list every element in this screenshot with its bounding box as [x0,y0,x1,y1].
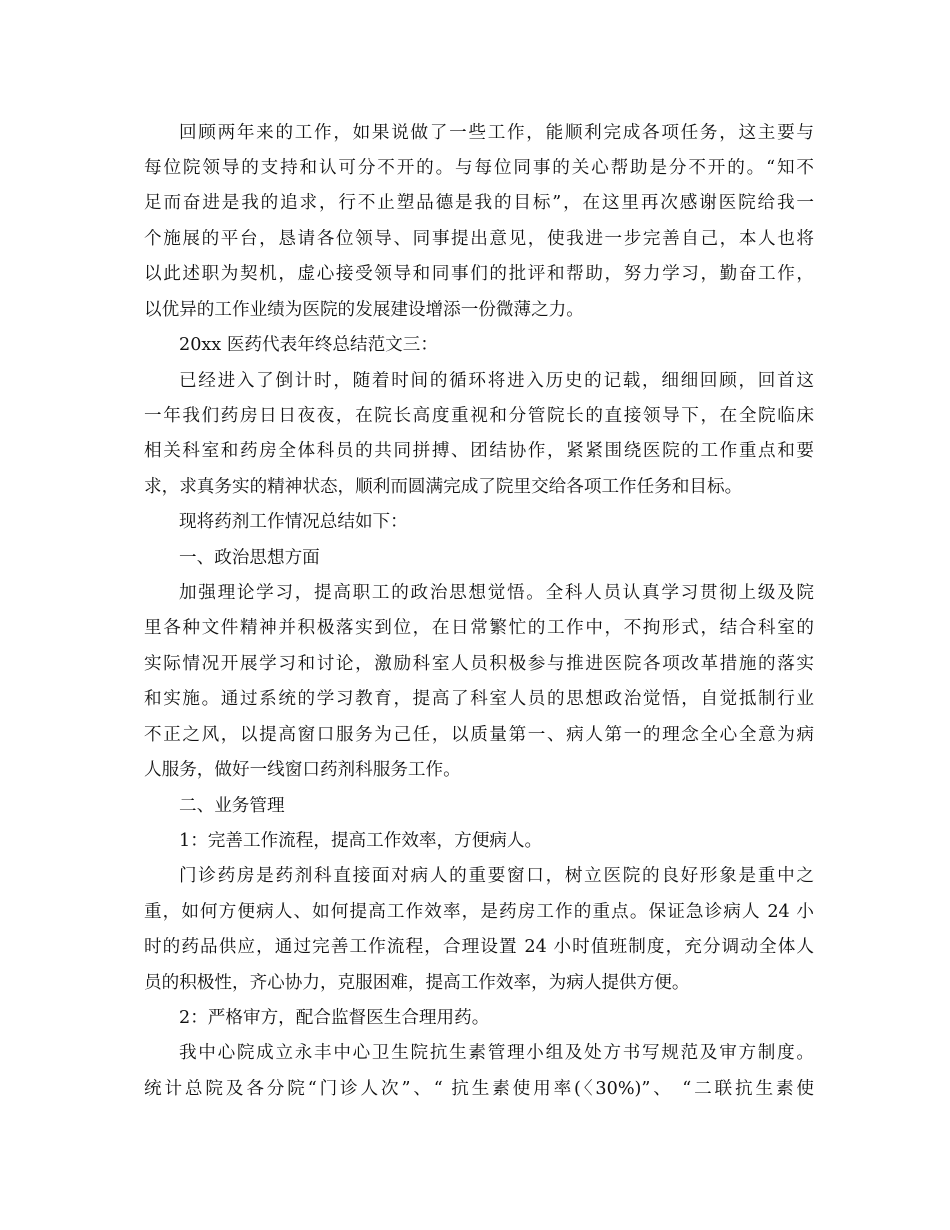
paragraph-line: 以优异的工作业绩为医院的发展建设增添一份微薄之力。 [144,300,584,320]
paragraph-line: 门诊药房是药剂科直接面对病人的重要窗口，树立医院的良好形象是重中之 [179,866,814,886]
paragraph-line: 员的积极性，齐心协力，克服困难，提高工作效率，为病人提供方便。 [144,973,690,993]
paragraph-line: 以此述职为契机，虚心接受领导和同事们的批评和帮助，努力学习，勤奋工作， [144,264,814,284]
paragraph-line: 每位院领导的支持和认可分不开的。与每位同事的关心帮助是分不开的。“知不 [144,158,814,178]
section-heading: 20xx 医药代表年终总结范文三： [179,335,438,355]
paragraph-line: 时的药品供应，通过完善工作流程，合理设置 24 小时值班制度，充分调动全体人 [144,937,814,957]
paragraph-line: 统计总院及各分院“门诊人次”、“ 抗生素使用率(〈30%)”、 “二联抗生素使 [144,1079,814,1099]
paragraph-line: 个施展的平台，恳请各位领导、同事提出意见，使我进一步完善自己，本人也将 [144,229,814,249]
paragraph-line: 求，求真务实的精神状态，顺利而圆满完成了院里交给各项工作任务和目标。 [144,477,743,497]
paragraph-line: 实际情况开展学习和讨论，激励科室人员积极参与推进医院各项改革措施的落实 [144,654,814,674]
paragraph-line: 一年我们药房日日夜夜，在院长高度重视和分管院长的直接领导下，在全院临床 [144,406,814,426]
paragraph-line: 回顾两年来的工作，如果说做了一些工作，能顺利完成各项任务，这主要与 [179,123,814,143]
paragraph-line: 我中心院成立永丰中心卫生院抗生素管理小组及处方书写规范及审方制度。 [179,1043,814,1063]
subsection-heading: 2：严格审方，配合监督医生合理用药。 [179,1008,490,1028]
paragraph-line: 相关科室和药房全体科员的共同拼搏、团结协作，紧紧围绕医院的工作重点和要 [144,441,814,461]
subsection-heading: 1：完善工作流程，提高工作效率，方便病人。 [179,831,543,851]
paragraph-line: 加强理论学习，提高职工的政治思想觉悟。全科人员认真学习贯彻上级及院 [179,583,814,603]
paragraph-line: 现将药剂工作情况总结如下： [179,512,408,532]
paragraph-line: 足而奋进是我的追求，行不止塑品德是我的目标”，在这里再次感谢医院给我一 [144,193,814,213]
paragraph-line: 和实施。通过系统的学习教育，提高了科室人员的思想政治觉悟，自觉抵制行业 [144,689,814,709]
section-heading: 二、业务管理 [179,796,285,816]
paragraph-line: 重，如何方便病人、如何提高工作效率，是药房工作的重点。保证急诊病人 24 小 [144,902,814,922]
paragraph-line: 里各种文件精神并积极落实到位，在日常繁忙的工作中，不拘形式，结合科室的 [144,618,814,638]
paragraph-line: 人服务，做好一线窗口药剂科服务工作。 [144,760,461,780]
paragraph-line: 已经进入了倒计时，随着时间的循环将进入历史的记载，细细回顾，回首这 [179,371,814,391]
paragraph-line: 不正之风，以提高窗口服务为己任，以质量第一、病人第一的理念全心全意为病 [144,725,814,745]
section-heading: 一、政治思想方面 [179,548,320,568]
